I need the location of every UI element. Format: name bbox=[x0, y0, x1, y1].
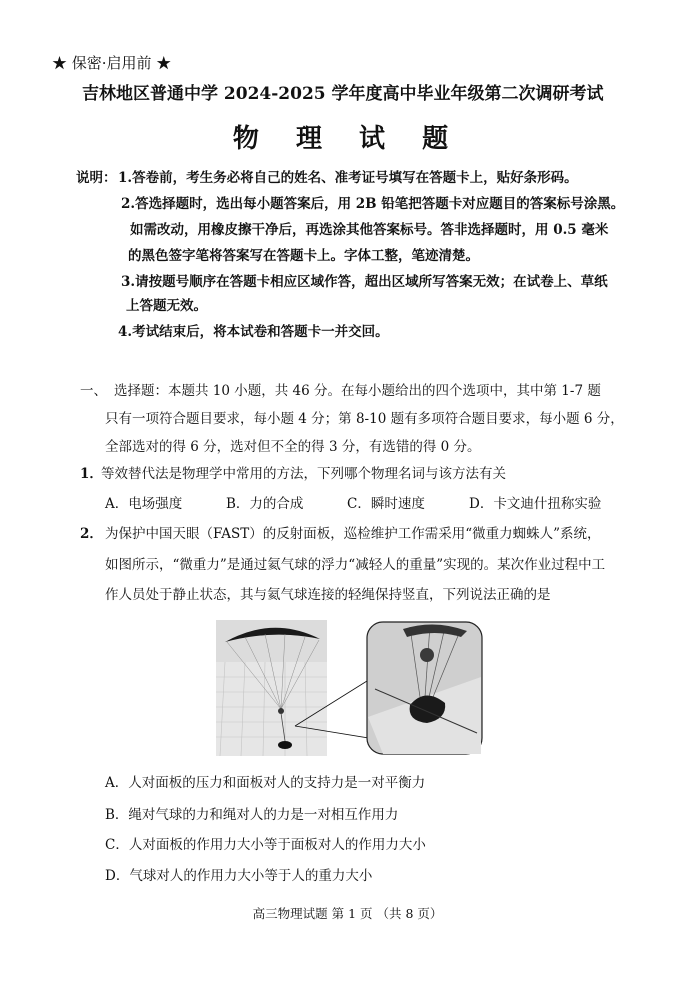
zoom-photo bbox=[367, 622, 482, 754]
section-description: 只有一项符合题目要求，每小题 4 分；第 8-10 题有多项符合题目要求，每小题 6 分， bbox=[105, 411, 624, 427]
option-b: B．力的合成 bbox=[226, 496, 304, 512]
option-b: B．绳对气球的力和绳对人的力是一对相互作用力 bbox=[105, 807, 399, 823]
left-photo bbox=[216, 620, 327, 756]
option-d: D．卡文迪什扭称实验 bbox=[469, 496, 602, 512]
option-a: A．人对面板的压力和面板对人的支持力是一对平衡力 bbox=[105, 775, 426, 791]
question-stem: 为保护中国天眼（FAST）的反射面板，巡检维护工作需采用“微重力蜘蛛人”系统， bbox=[105, 526, 601, 542]
instruction-line: 2.答选择题时，选出每小题答案后，用 2B 铅笔把答题卡对应题目的答案标号涂黑。 bbox=[121, 196, 625, 212]
section-description: 选择题：本题共 10 小题，共 46 分。在每小题给出的四个选项中，其中第 1-7 题 bbox=[114, 383, 601, 399]
option-a: A．电场强度 bbox=[105, 496, 183, 512]
question-stem: 作人员处于静止状态，其与氦气球连接的轻绳保持竖直，下列说法正确的是 bbox=[105, 587, 551, 603]
section-number: 一、 bbox=[80, 383, 107, 399]
page-footer: 高三物理试题 第 1 页 （共 8 页） bbox=[252, 906, 443, 921]
instruction-line: 如需改动，用橡皮擦干净后，再选涂其他答案标号。答非选择题时，用 0.5 毫米 bbox=[130, 222, 609, 238]
fast-balloon-figure bbox=[215, 617, 485, 759]
question-number: 2． bbox=[80, 526, 103, 542]
option-d: D．气球对人的作用力大小等于人的重力大小 bbox=[105, 868, 373, 884]
section-description: 全部选对的得 6 分，选对但不全的得 3 分，有选错的得 0 分。 bbox=[105, 439, 481, 455]
instruction-line: 上答题无效。 bbox=[126, 298, 207, 314]
confidential-label: ★ 保密·启用前 ★ bbox=[52, 54, 172, 72]
instruction-line: 4.考试结束后，将本试卷和答题卡一并交回。 bbox=[118, 324, 389, 340]
question-number: 1． bbox=[80, 466, 103, 482]
instructions-label: 说明： bbox=[76, 170, 117, 186]
instruction-line: 的黑色签字笔将答案写在答题卡上。字体工整，笔迹清楚。 bbox=[128, 248, 479, 264]
question-stem: 等效替代法是物理学中常用的方法，下列哪个物理名词与该方法有关 bbox=[101, 466, 506, 482]
paper-title: 物 理 试 题 bbox=[232, 124, 463, 154]
question-stem: 如图所示，“微重力”是通过氦气球的浮力“减轻人的重量”实现的。某次作业过程中工 bbox=[105, 557, 606, 573]
option-c: C．瞬时速度 bbox=[347, 496, 425, 512]
instruction-line: 1.答卷前，考生务必将自己的姓名、准考证号填写在答题卡上，贴好条形码。 bbox=[118, 170, 578, 186]
instruction-line: 3.请按题号顺序在答题卡相应区域作答，超出区域所写答案无效；在试卷上、草纸 bbox=[121, 274, 608, 290]
option-c: C．人对面板的作用力大小等于面板对人的作用力大小 bbox=[105, 837, 426, 853]
exam-title: 吉林地区普通中学 2024-2025 学年度高中毕业年级第二次调研考试 bbox=[82, 84, 604, 104]
